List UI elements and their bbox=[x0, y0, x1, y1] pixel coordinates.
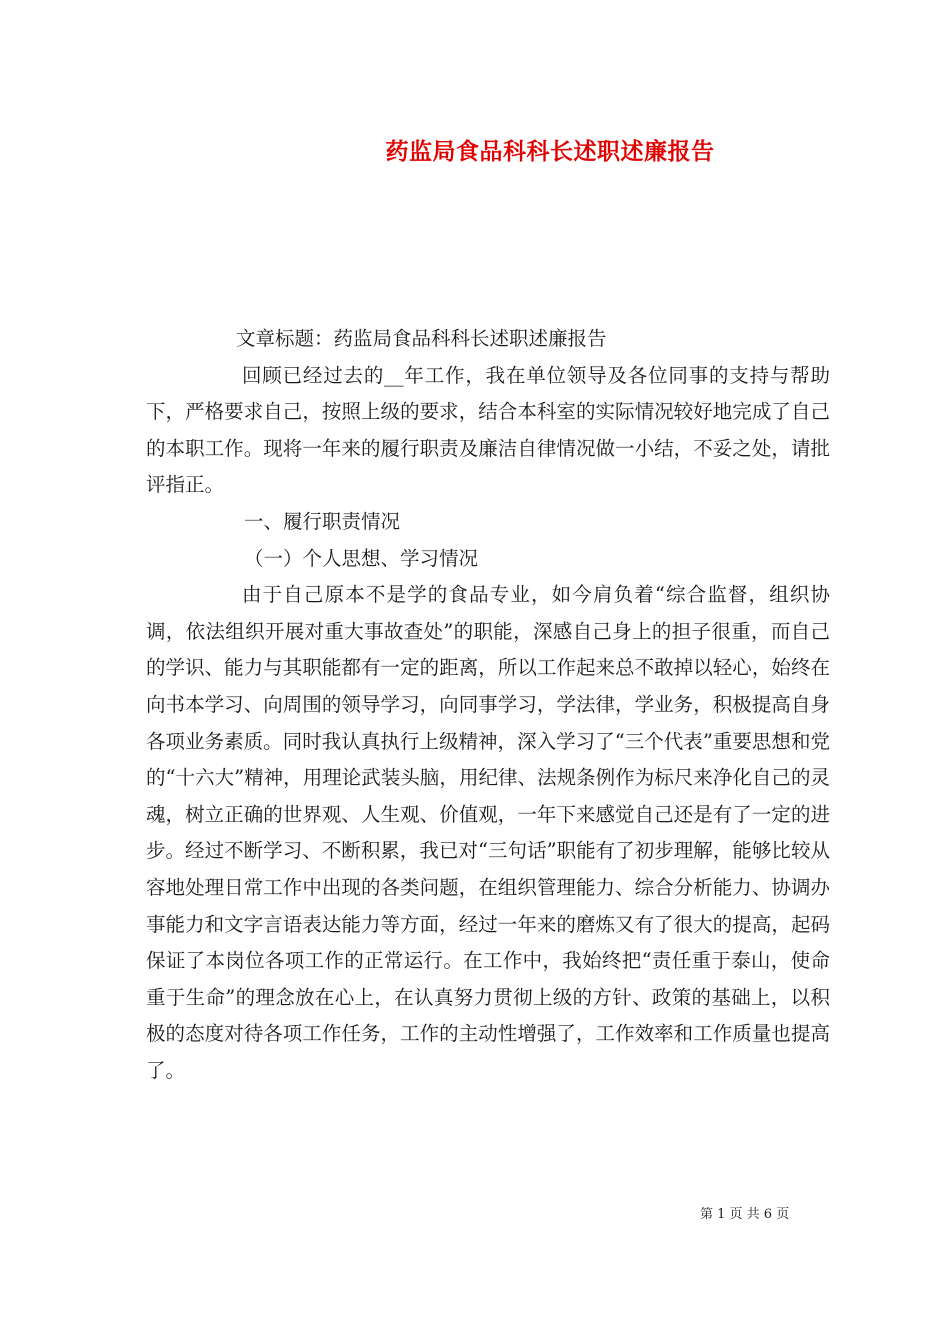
subsection-heading: （一）个人思想、学习情况 bbox=[244, 546, 479, 570]
intro-paragraph: 回顾已经过去的__年工作，我在单位领导及各位同事的支持与帮助下，严格要求自己，按照上级的要求，结合本科室的实际情况较好地完成了自己的本职工作。现将一年来的履行职责及廉洁自律情况做一小结，不妥之处，请批评指正。 bbox=[146, 363, 830, 497]
body-paragraph: 由于自己原本不是学的食品专业，如今肩负着“综合监督，组织协调，依法组织开展对重大事故查处”的职能，深感自己身上的担子很重，而自己的学识、能力与其职能都有一定的距离，所以工作起来总不敢掉以轻心，始终在向书本学习、向周围的领导学习，向同事学习，学法律，学业务，积极提高自身各项业务素质。同时我认真执行上级精神，深入学习了“三个代表”重要思想和党的“十六大”精神，用理论武装头脑，用纪律、法规条例作为标尺来净化自己的灵魂，树立正确的世界观、人生观、价值观，一年下来感觉自己还是有了一定的进步。经过不断学习、不断积累，我已对“三句话”职能有了初步理解，能够比较从容地处理日常工作中出现的各类问题，在组织管理能力、综合分析能力、协调办事能力和文字言语表达能力等方面，经过一年来的磨炼又有了很大的提高，起码保证了本岗位各项工作的正常运行。在工作中，我始终把“责任重于泰山，使命重于生命”的理念放在心上，在认真努力贯彻上级的方针、政策的基础上，以积极的态度对待各项工作任务，工作的主动性增强了，工作效率和工作质量也提高了。 bbox=[146, 583, 830, 1082]
document-body bbox=[146, 321, 830, 1089]
page-number-footer: 第 1 页 共 6 页 bbox=[700, 1207, 790, 1222]
section-heading: 一、履行职责情况 bbox=[244, 509, 401, 533]
document-title: 药监局食品科科长述职述廉报告 bbox=[385, 138, 715, 165]
article-title-line: 文章标题：药监局食品科科长述职述廉报告 bbox=[236, 327, 607, 350]
